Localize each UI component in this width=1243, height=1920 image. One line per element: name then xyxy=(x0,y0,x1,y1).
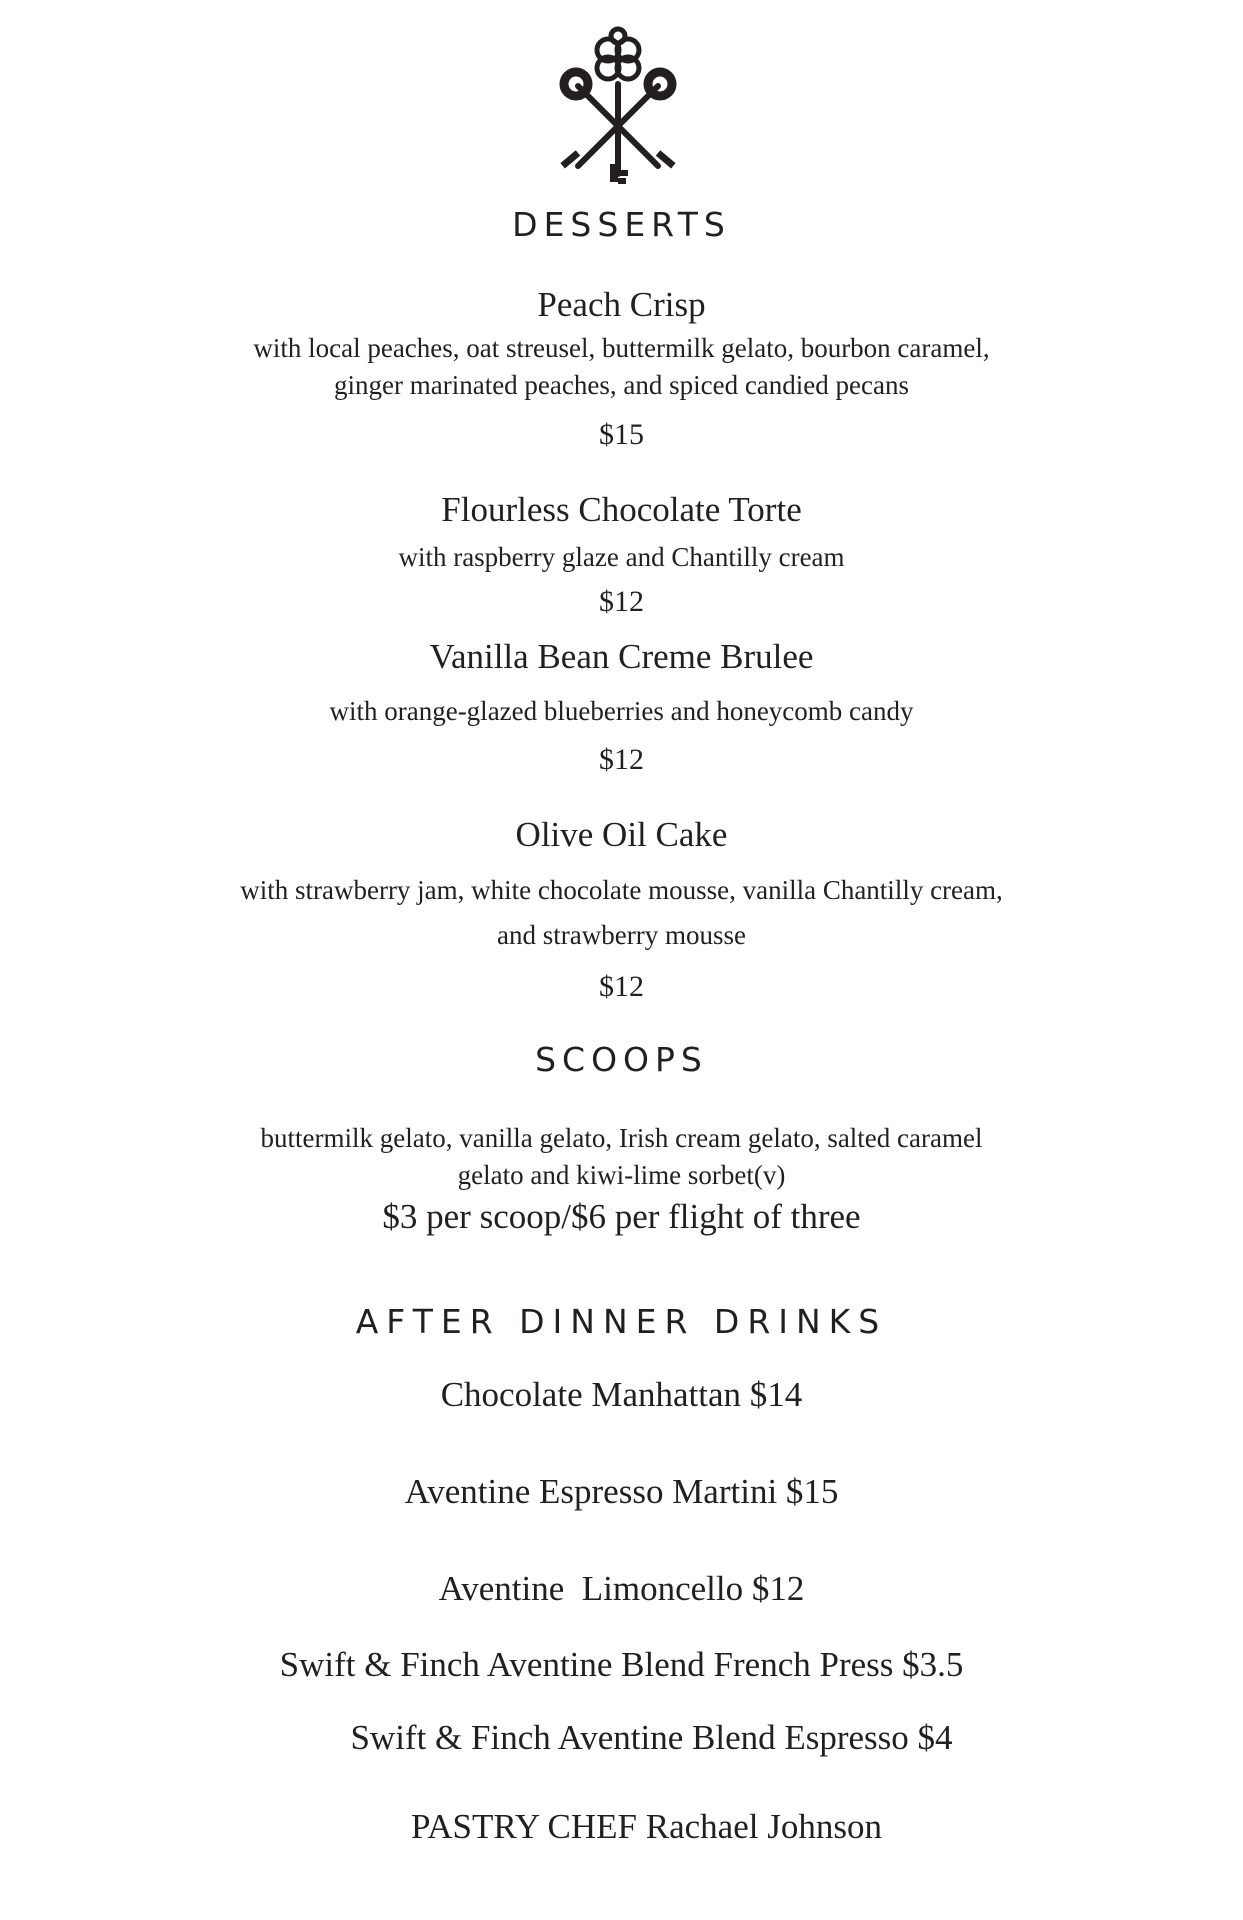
drink-item: Chocolate Manhattan $14 xyxy=(440,1375,803,1414)
desserts-heading: DESSERTS xyxy=(512,205,731,244)
dessert-description: with local peaches, oat streusel, buttermilk gelato, bourbon caramel, xyxy=(253,333,990,363)
scoops-description: buttermilk gelato, vanilla gelato, Irish cream gelato, salted caramel xyxy=(260,1123,983,1153)
dessert-name: Olive Oil Cake xyxy=(515,815,728,854)
dessert-price: $12 xyxy=(599,585,644,618)
dessert-price: $12 xyxy=(599,743,644,776)
dessert-name: Vanilla Bean Creme Brulee xyxy=(429,637,814,676)
dessert-price: $15 xyxy=(599,418,644,451)
dessert-description: ginger marinated peaches, and spiced candied pecans xyxy=(334,370,909,400)
scoops-price: $3 per scoop/$6 per flight of three xyxy=(382,1197,861,1236)
dessert-description: with orange-glazed blueberries and honeycomb candy xyxy=(329,696,914,726)
dessert-description: and strawberry mousse xyxy=(497,920,746,950)
dessert-name: Peach Crisp xyxy=(537,285,706,324)
dessert-name: Flourless Chocolate Torte xyxy=(441,490,802,529)
drink-item: Swift & Finch Aventine Blend Espresso $4 xyxy=(350,1718,953,1757)
drink-item: Aventine Espresso Martini $15 xyxy=(404,1472,839,1511)
drink-item: Swift & Finch Aventine Blend French Press $3.5 xyxy=(279,1645,964,1684)
dessert-price: $12 xyxy=(599,970,644,1003)
scoops-description: gelato and kiwi-lime sorbet(v) xyxy=(457,1160,786,1190)
dessert-description: with raspberry glaze and Chantilly cream xyxy=(398,542,845,572)
pastry-chef-credit: PASTRY CHEF Rachael Johnson xyxy=(411,1807,882,1846)
crossed-keys-icon xyxy=(550,14,686,186)
dessert-description: with strawberry jam, white chocolate mousse, vanilla Chantilly cream, xyxy=(240,875,1003,905)
drinks-heading: AFTER DINNER DRINKS xyxy=(355,1302,888,1341)
drink-item: Aventine Limoncello $12 xyxy=(438,1569,805,1608)
scoops-heading: SCOOPS xyxy=(535,1040,708,1079)
